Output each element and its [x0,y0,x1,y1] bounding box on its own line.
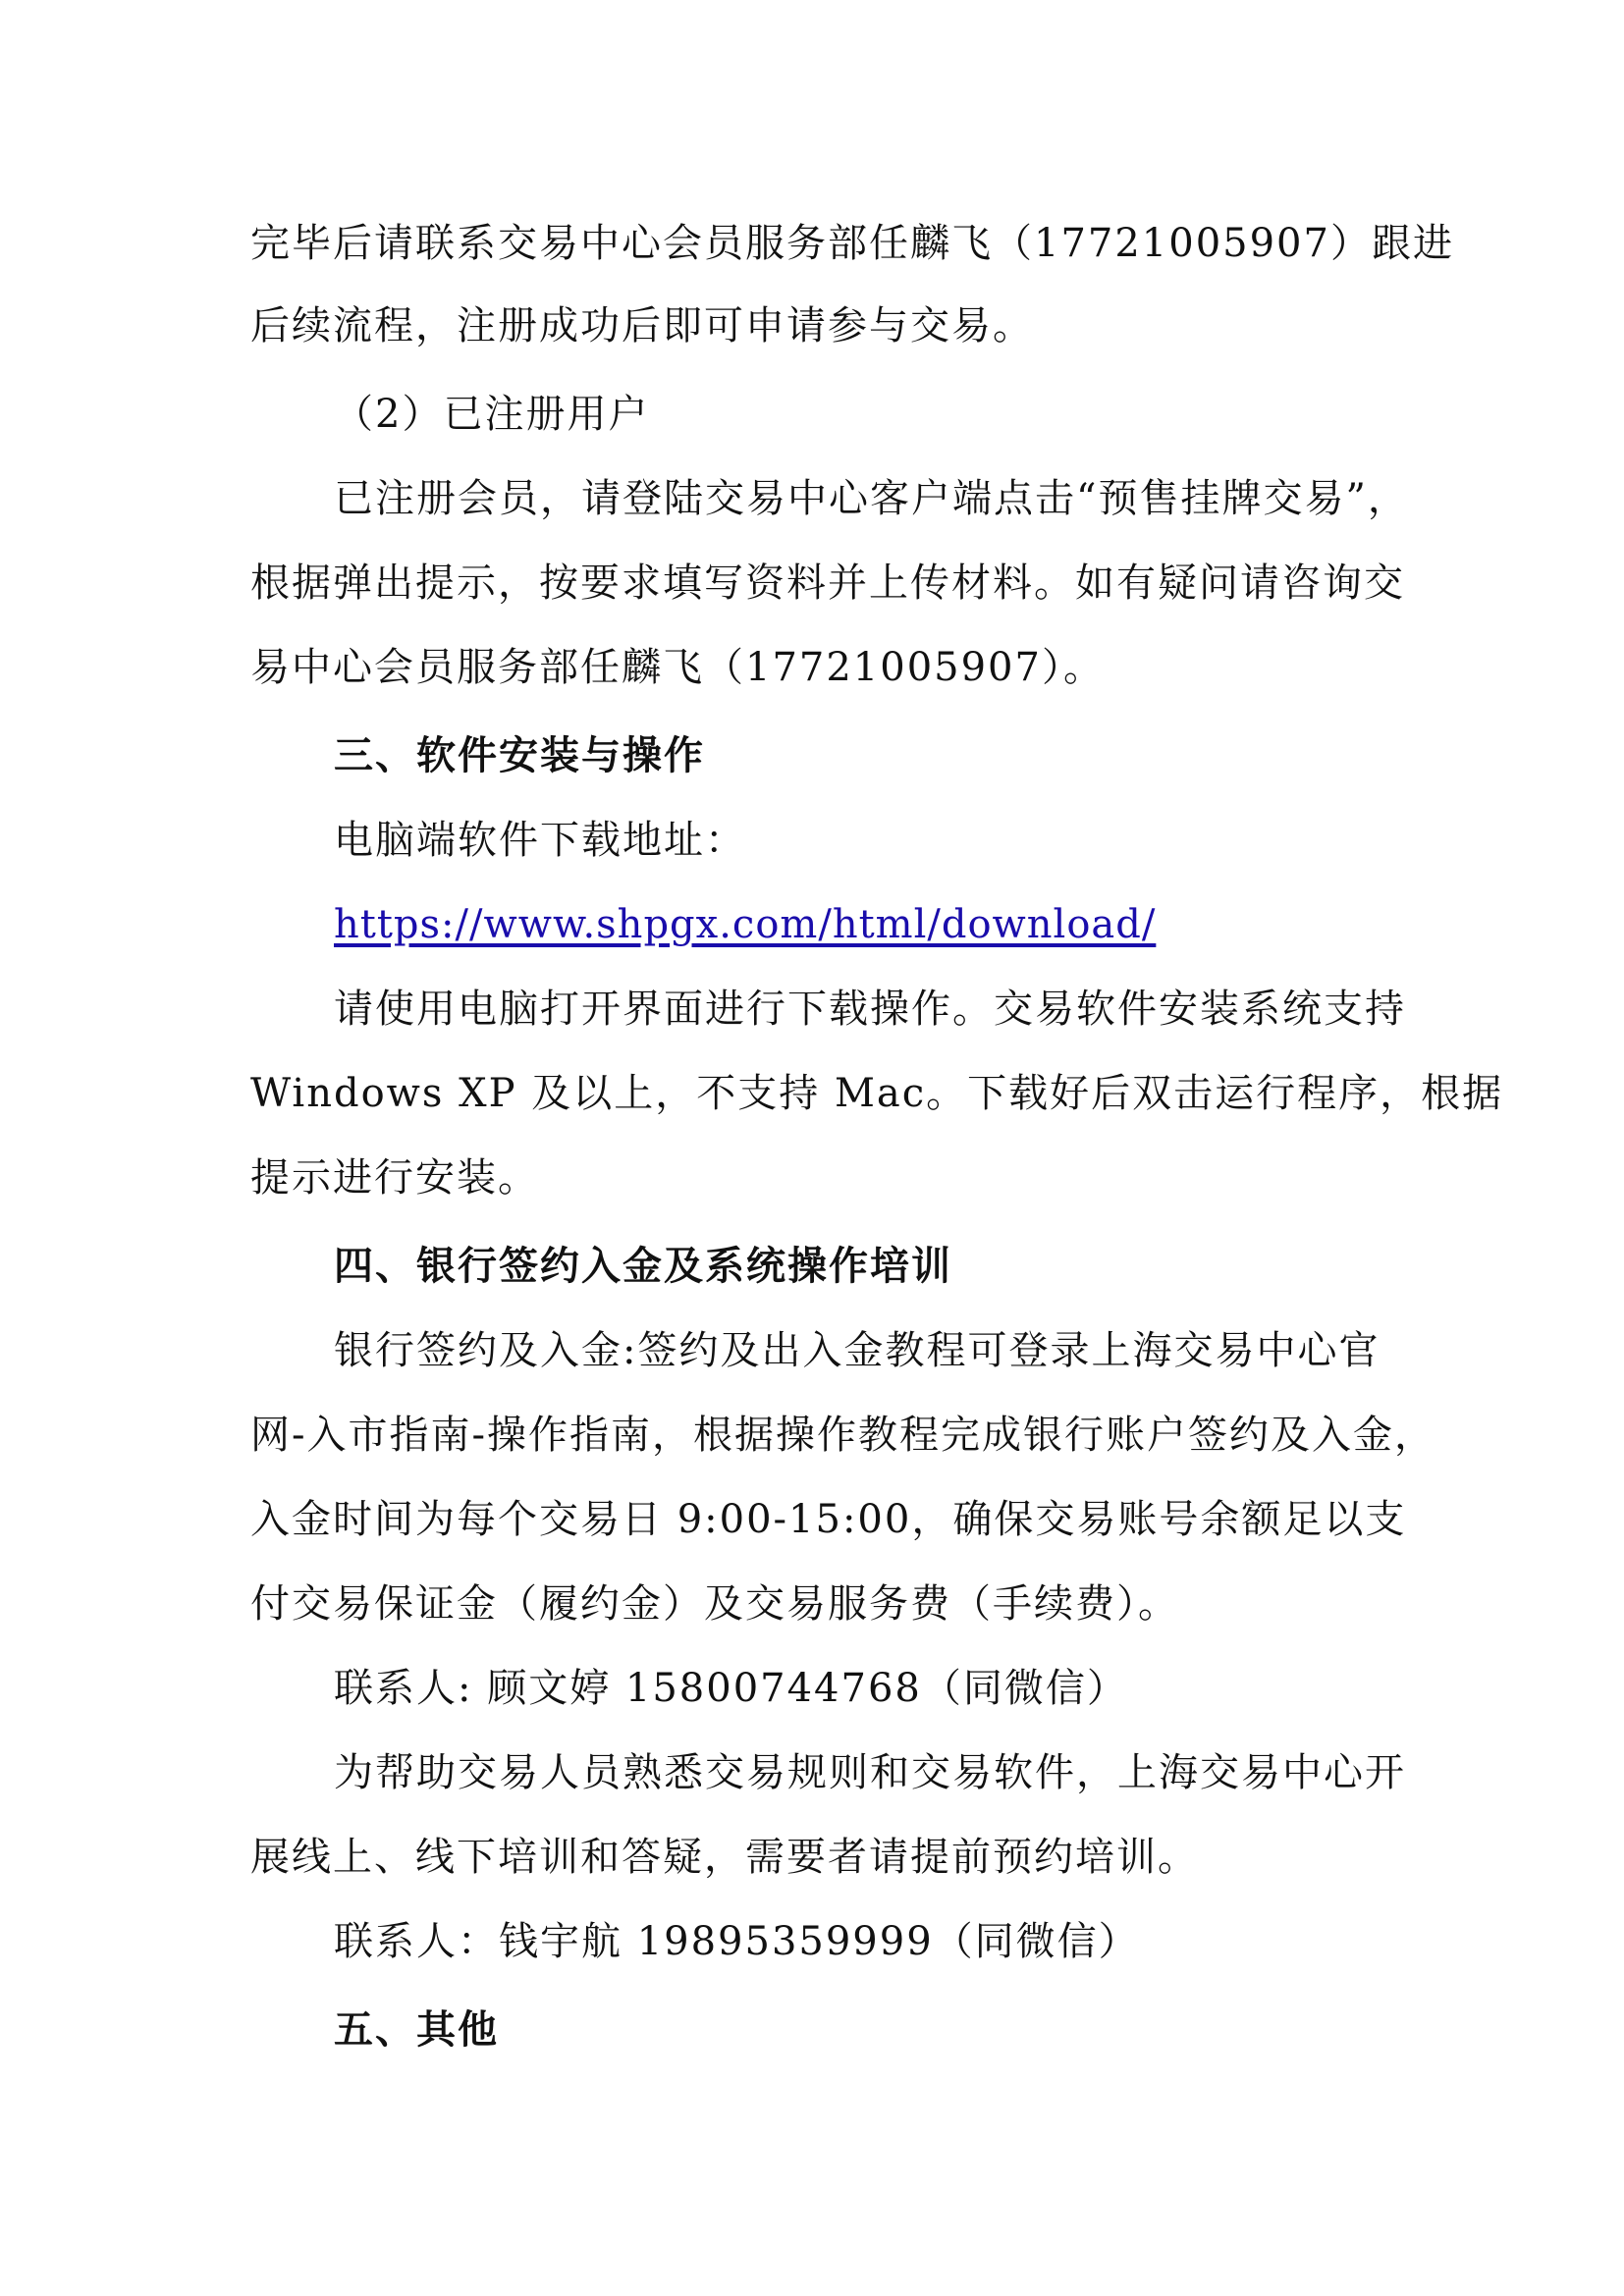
subsection-title: （2）已注册用户 [334,392,650,437]
paragraph-line: 后续流程，注册成功后即可申请参与交易。 [250,303,1034,348]
paragraph-line: 银行签约及入金:签约及出入金教程可登录上海交易中心官 [334,1328,1380,1373]
paragraph-line: 完毕后请联系交易中心会员服务部任麟飞（17721005907）跟进 [250,221,1454,266]
paragraph-line: 根据弹出提示，按要求填写资料并上传材料。如有疑问请咨询交 [250,561,1405,606]
paragraph-line: 提示进行安装。 [250,1155,539,1201]
section-heading-software: 三、软件安装与操作 [334,733,705,778]
contact-line: 联系人：钱宇航 19895359999（同微信） [334,1919,1140,1964]
paragraph-line: 易中心会员服务部任麟飞（17721005907）。 [250,645,1105,690]
download-link[interactable]: https://www.shpgx.com/html/download/ [334,902,1157,947]
paragraph-line: 入金时间为每个交易日 9:00-15:00，确保交易账号余额足以支 [250,1497,1407,1542]
paragraph-line: 付交易保证金（履约金）及交易服务费（手续费）。 [250,1581,1179,1627]
paragraph-line: 网-入市指南-操作指南，根据操作教程完成银行账户签约及入金， [250,1413,1436,1458]
paragraph-line: 已注册会员，请登陆交易中心客户端点击“预售挂牌交易”， [334,476,1409,521]
section-heading-bank: 四、银行签约入金及系统操作培训 [334,1244,952,1289]
paragraph-line: 展线上、线下培训和答疑，需要者请提前预约培训。 [250,1835,1199,1880]
paragraph-line: Windows XP 及以上，不支持 Mac。下载好后双击运行程序，根据 [250,1071,1504,1116]
paragraph-line: 为帮助交易人员熟悉交易规则和交易软件，上海交易中心开 [334,1750,1406,1795]
paragraph-line: 电脑端软件下载地址： [334,818,746,863]
contact-line: 联系人: 顾文婷 15800744768（同微信） [334,1666,1128,1711]
paragraph-line: 请使用电脑打开界面进行下载操作。交易软件安装系统支持 [334,987,1406,1032]
section-heading-other: 五、其他 [334,2007,499,2053]
